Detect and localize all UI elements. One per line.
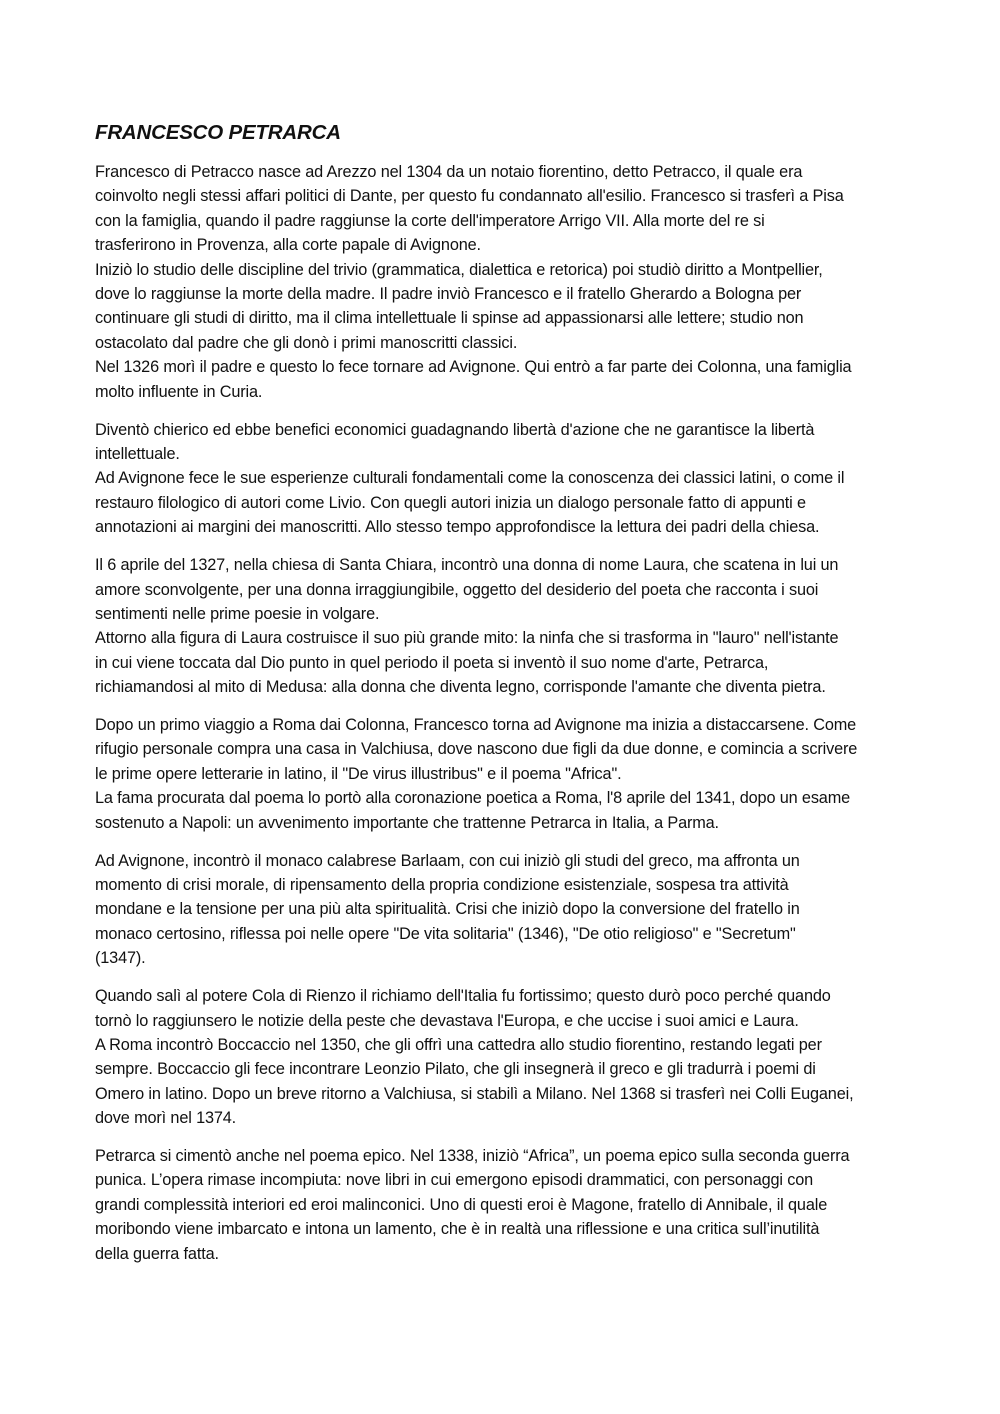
text-line: annotazioni ai margini dei manoscritti. Allo stesso tempo approfondisce la lettura dei padri della chiesa. xyxy=(95,518,820,537)
text-line: Ad Avignone fece le sue esperienze culturali fondamentali come la conoscenza dei classici latini, o come il xyxy=(95,469,845,488)
text-line: restauro filologico di autori come Livio. Con quegli autori inizia un dialogo personale fatto di appunti e xyxy=(95,493,806,512)
paragraph xyxy=(95,849,905,971)
text-line: continuare gli studi di diritto, ma il clima intellettuale li spinse ad appassionarsi alle lettere; studio non xyxy=(95,309,804,328)
text-line: sostenuto a Napoli: un avvenimento importante che trattenne Petrarca in Italia, a Parma. xyxy=(95,813,719,832)
text-line: sempre. Boccaccio gli fece incontrare Leonzio Pilato, che gli insegnerà il greco e gli tradurrà i poemi di xyxy=(95,1060,816,1079)
text-line: Francesco di Petracco nasce ad Arezzo nel 1304 da un notaio fiorentino, detto Petracco, il quale era xyxy=(95,163,803,181)
text-line: moribondo viene imbarcato e intona un lamento, che è in realtà una riflessione e una critica sull’inutilità xyxy=(95,1220,820,1239)
text-line: Diventò chierico ed ebbe benefici economici guadagnando libertà d'azione che ne garantisce la libertà xyxy=(95,420,815,439)
text-line: molto influente in Curia. xyxy=(95,382,263,401)
document-page xyxy=(95,118,905,1280)
text-line: dove morì nel 1374. xyxy=(95,1109,237,1128)
paragraph xyxy=(95,160,905,404)
paragraph xyxy=(95,418,905,540)
text-line: le prime opere letterarie in latino, il "De virus illustribus" e il poema "Africa". xyxy=(95,764,622,783)
text-line: mondane e la tensione per una più alta spiritualità. Crisi che iniziò dopo la conversione del fratello in xyxy=(95,900,800,919)
text-line: Petrarca si cimentò anche nel poema epico. Nel 1338, iniziò “Africa”, un poema epico sulla seconda guerra xyxy=(95,1147,850,1166)
text-line: La fama procurata dal poema lo portò alla coronazione poetica a Roma, l'8 aprile del 1341, dopo un esame xyxy=(95,789,851,808)
text-line: monaco certosino, riflessa poi nelle opere "De vita solitaria" (1346), "De otio religioso" e "Secretum" xyxy=(95,924,796,943)
text-line: Omero in latino. Dopo un breve ritorno a Valchiusa, si stabilì a Milano. Nel 1368 si trasferì nei Colli Euganei, xyxy=(95,1084,854,1103)
document-body xyxy=(95,160,905,1266)
text-line: dove lo raggiunse la morte della madre. Il padre inviò Francesco e il fratello Gherardo a Bologna per xyxy=(95,285,802,304)
text-line: con la famiglia, quando il padre raggiunse la corte dell'imperatore Arrigo VII. Alla morte del re si xyxy=(95,211,765,230)
text-line: ostacolato dal padre che gli donò i primi manoscritti classici. xyxy=(95,333,518,352)
paragraph xyxy=(95,984,905,1130)
text-line: coinvolto negli stessi affari politici di Dante, per questo fu condannato all'esilio. Francesco si trasferì a Pisa xyxy=(95,187,844,206)
text-line: Nel 1326 morì il padre e questo lo fece tornare ad Avignone. Qui entrò a far parte dei Colonna, una famiglia xyxy=(95,358,852,377)
text-line: Attorno alla figura di Laura costruisce il suo più grande mito: la ninfa che si trasforma in "lauro" nell'istante xyxy=(95,629,839,648)
text-line: richiamandosi al mito di Medusa: alla donna che diventa legno, corrisponde l'amante che diventa pietra. xyxy=(95,678,826,697)
paragraph xyxy=(95,1144,905,1266)
document-title: FRANCESCO PETRARCA xyxy=(95,121,341,144)
text-line: in cui viene toccata dal Dio punto in quel periodo il poeta si inventò il suo nome d'arte, Petrarca, xyxy=(95,653,769,672)
text-line: della guerra fatta. xyxy=(95,1244,219,1263)
text-line: A Roma incontrò Boccaccio nel 1350, che gli offrì una cattedra allo studio fiorentino, restando legati per xyxy=(95,1035,822,1054)
text-line: trasferirono in Provenza, alla corte papale di Avignone. xyxy=(95,236,481,255)
paragraph xyxy=(95,553,905,699)
text-line: momento di crisi morale, di ripensamento della propria condizione esistenziale, sospesa tra attività xyxy=(95,875,789,894)
text-line: intellettuale. xyxy=(95,444,180,463)
text-line: amore sconvolgente, per una donna irraggiungibile, oggetto del desiderio del poeta che racconta i suoi xyxy=(95,580,819,599)
text-line: (1347). xyxy=(95,949,146,968)
text-line: Quando salì al potere Cola di Rienzo il richiamo dell'Italia fu fortissimo; questo durò poco perché quando xyxy=(95,987,831,1006)
text-line: grandi complessità interiori ed eroi malinconici. Uno di questi eroi è Magone, fratello di Annibale, il quale xyxy=(95,1195,828,1214)
text-line: punica. L’opera rimase incompiuta: nove libri in cui emergono episodi drammatici, con personaggi con xyxy=(95,1171,814,1190)
text-line: rifugio personale compra una casa in Valchiusa, dove nascono due figli da due donne, e comincia a scrivere xyxy=(95,740,858,759)
text-line: Dopo un primo viaggio a Roma dai Colonna, Francesco torna ad Avignone ma inizia a distaccarsene. Come xyxy=(95,716,857,735)
paragraph xyxy=(95,713,905,835)
text-line: tornò lo raggiunsero le notizie della peste che devastava l'Europa, e che uccise i suoi amici e Laura. xyxy=(95,1011,799,1030)
text-line: Iniziò lo studio delle discipline del trivio (grammatica, dialettica e retorica) poi studiò diritto a Montpellier, xyxy=(95,260,823,279)
text-line: sentimenti nelle prime poesie in volgare. xyxy=(95,604,380,623)
text-line: Il 6 aprile del 1327, nella chiesa di Santa Chiara, incontrò una donna di nome Laura, che scatena in lui un xyxy=(95,556,839,575)
text-line: Ad Avignone, incontrò il monaco calabrese Barlaam, con cui iniziò gli studi del greco, ma affronta un xyxy=(95,851,800,870)
